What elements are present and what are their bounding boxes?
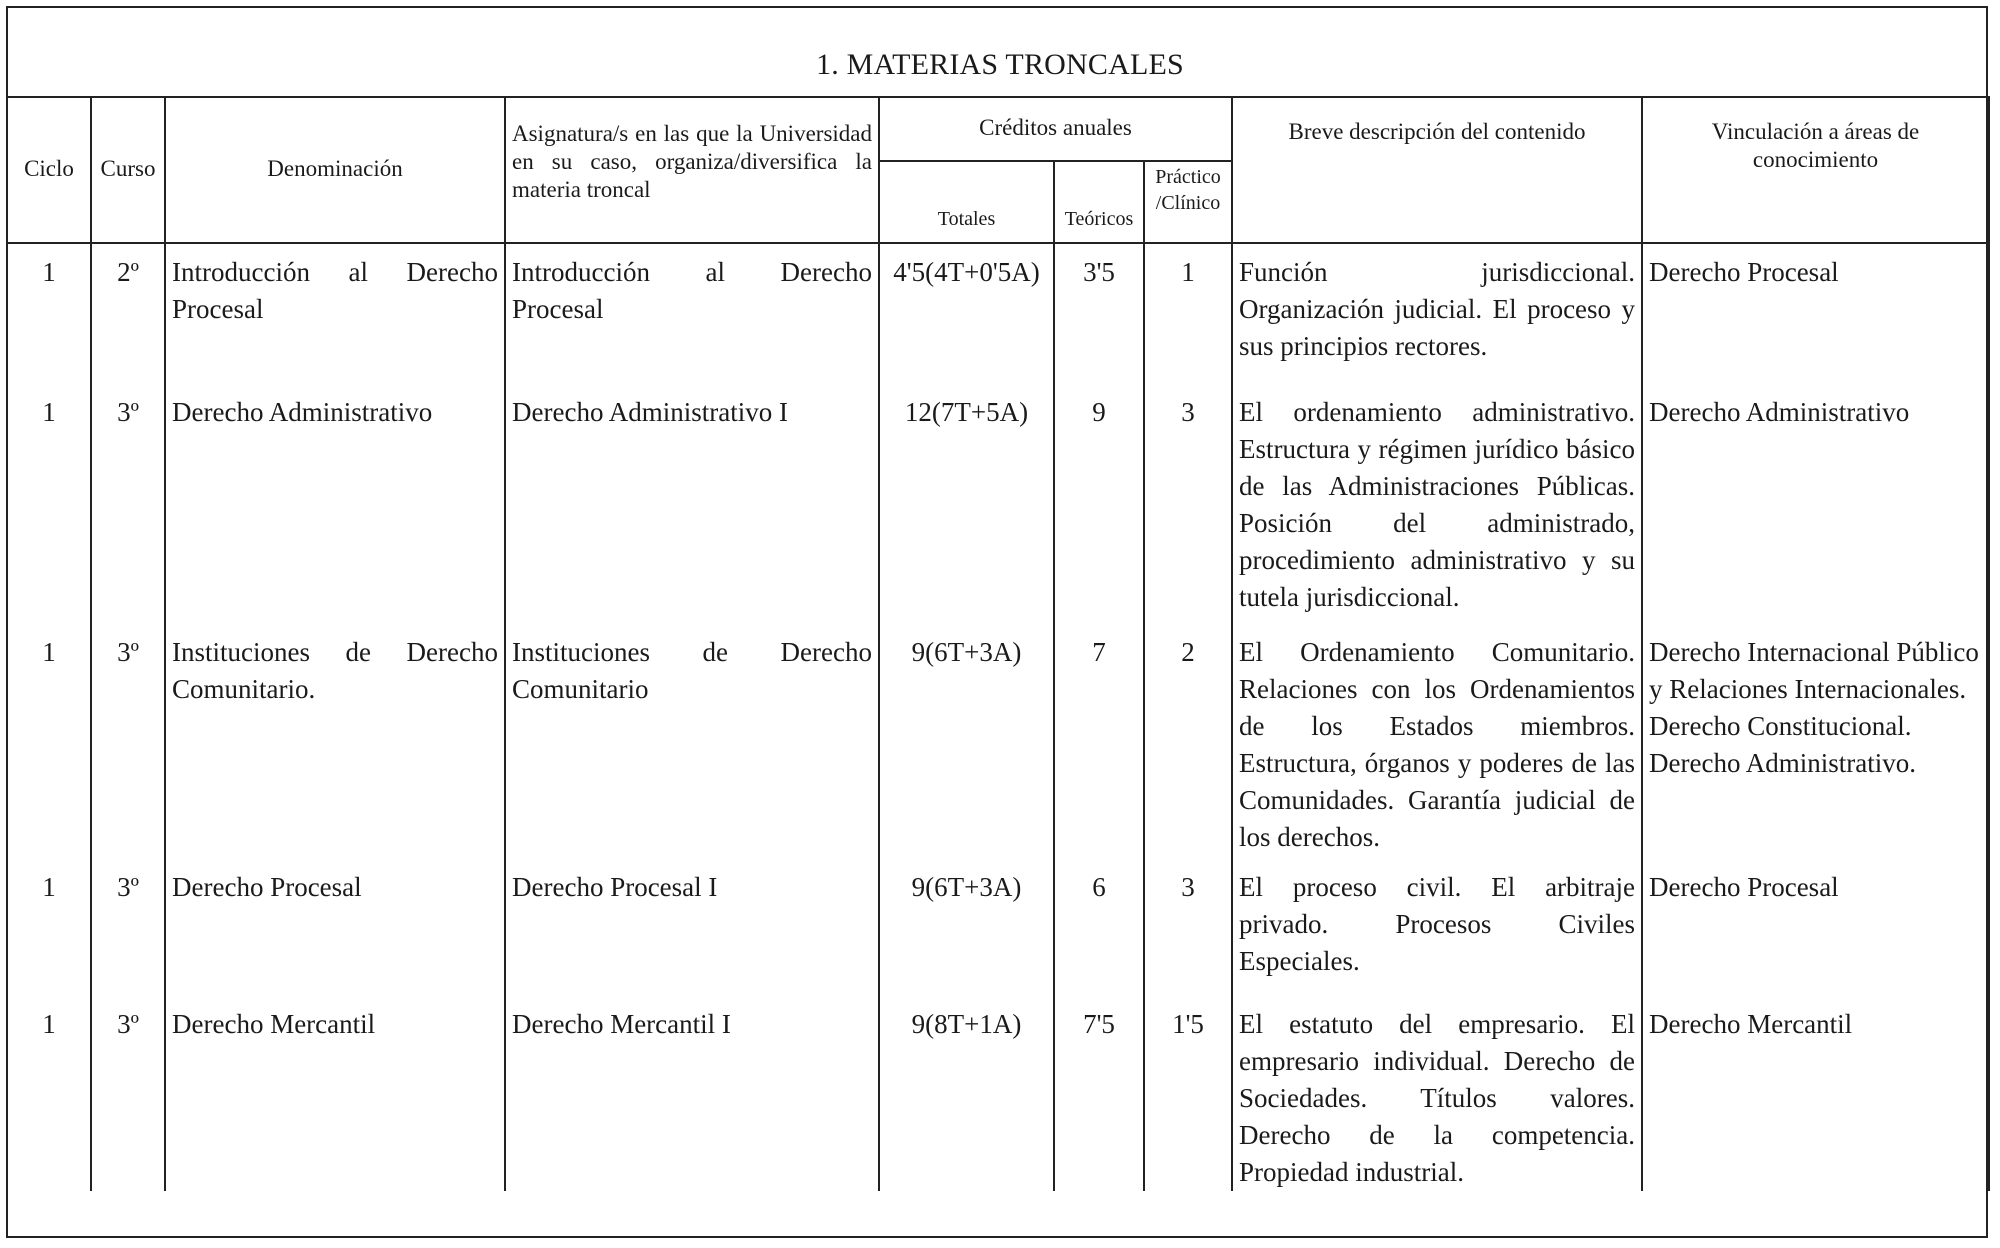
cell-ciclo: 1 <box>7 243 91 384</box>
cell-denominacion: Derecho Mercantil <box>165 996 505 1191</box>
cell-descripcion: El estatuto del empresario. El empresario individual. Derecho de Sociedades. Títulos valores. Derecho de la competencia. Propiedad industrial. <box>1232 996 1642 1191</box>
cell-curso: 2º <box>91 243 165 384</box>
cell-teoricos: 6 <box>1054 859 1144 996</box>
cell-asignatura: Instituciones de Derecho Comunitario <box>505 624 879 859</box>
cell-curso: 3º <box>91 859 165 996</box>
cell-descripcion: El ordenamiento administrativo. Estructura y régimen jurídico básico de las Administraciones Públicas. Posición del administrado, procedimiento administrativo y su tutela jurisdiccional. <box>1232 384 1642 624</box>
cell-descripcion: El proceso civil. El arbitraje privado. Procesos Civiles Especiales. <box>1232 859 1642 996</box>
cell-totales: 4'5(4T+0'5A) <box>879 243 1054 384</box>
header-vinculacion: Vinculación a áreas de conocimiento <box>1642 96 1989 243</box>
cell-vinculacion: Derecho Mercantil <box>1642 996 1989 1191</box>
cell-vinculacion: Derecho Internacional Público y Relaciones Internacionales. Derecho Constitucional. Derecho Administrativo. <box>1642 624 1989 859</box>
header-creditos-anuales: Créditos anuales <box>879 96 1232 161</box>
cell-denominacion: Derecho Administrativo <box>165 384 505 624</box>
cell-asignatura: Derecho Mercantil I <box>505 996 879 1191</box>
cell-curso: 3º <box>91 624 165 859</box>
header-ciclo: Ciclo <box>7 96 91 243</box>
table-row <box>7 996 1989 1191</box>
cell-descripcion: El Ordenamiento Comunitario. Relaciones con los Ordenamientos de los Estados miembros. Estructura, órganos y poderes de las Comunidades. Garantía judicial de los derechos. <box>1232 624 1642 859</box>
table-row <box>7 384 1989 624</box>
cell-practico: 1'5 <box>1144 996 1232 1191</box>
header-totales: Totales <box>879 161 1054 243</box>
cell-asignatura: Derecho Procesal I <box>505 859 879 996</box>
cell-teoricos: 9 <box>1054 384 1144 624</box>
cell-practico: 1 <box>1144 243 1232 384</box>
cell-descripcion: Función jurisdiccional. Organización judicial. El proceso y sus principios rectores. <box>1232 243 1642 384</box>
table-header <box>7 96 1989 243</box>
cell-denominacion: Introducción al Derecho Procesal <box>165 243 505 384</box>
header-denominacion: Denominación <box>165 96 505 243</box>
header-curso: Curso <box>91 96 165 243</box>
materias-table <box>6 96 1990 1191</box>
cell-asignatura: Derecho Administrativo I <box>505 384 879 624</box>
table-row <box>7 243 1989 384</box>
cell-denominacion: Instituciones de Derecho Comunitario. <box>165 624 505 859</box>
table-row <box>7 624 1989 859</box>
cell-practico: 3 <box>1144 859 1232 996</box>
cell-practico: 2 <box>1144 624 1232 859</box>
cell-ciclo: 1 <box>7 996 91 1191</box>
cell-teoricos: 7'5 <box>1054 996 1144 1191</box>
header-teoricos: Teóricos <box>1054 161 1144 243</box>
header-practico: Práctico /Clínico <box>1144 161 1232 243</box>
cell-asignatura: Introducción al Derecho Procesal <box>505 243 879 384</box>
cell-curso: 3º <box>91 996 165 1191</box>
table-body <box>7 243 1989 1191</box>
cell-ciclo: 1 <box>7 624 91 859</box>
table-title: 1. MATERIAS TRONCALES <box>816 48 1184 81</box>
header-descripcion: Breve descripción del contenido <box>1232 96 1642 243</box>
cell-vinculacion: Derecho Procesal <box>1642 859 1989 996</box>
cell-teoricos: 7 <box>1054 624 1144 859</box>
cell-denominacion: Derecho Procesal <box>165 859 505 996</box>
cell-curso: 3º <box>91 384 165 624</box>
cell-vinculacion: Derecho Procesal <box>1642 243 1989 384</box>
header-asignatura: Asignatura/s en las que la Universidad en su caso, organiza/diversifica la materia troncal <box>505 96 879 243</box>
cell-ciclo: 1 <box>7 859 91 996</box>
cell-ciclo: 1 <box>7 384 91 624</box>
cell-totales: 12(7T+5A) <box>879 384 1054 624</box>
cell-totales: 9(6T+3A) <box>879 624 1054 859</box>
cell-teoricos: 3'5 <box>1054 243 1144 384</box>
cell-practico: 3 <box>1144 384 1232 624</box>
table-row <box>7 859 1989 996</box>
cell-vinculacion: Derecho Administrativo <box>1642 384 1989 624</box>
cell-totales: 9(6T+3A) <box>879 859 1054 996</box>
cell-totales: 9(8T+1A) <box>879 996 1054 1191</box>
